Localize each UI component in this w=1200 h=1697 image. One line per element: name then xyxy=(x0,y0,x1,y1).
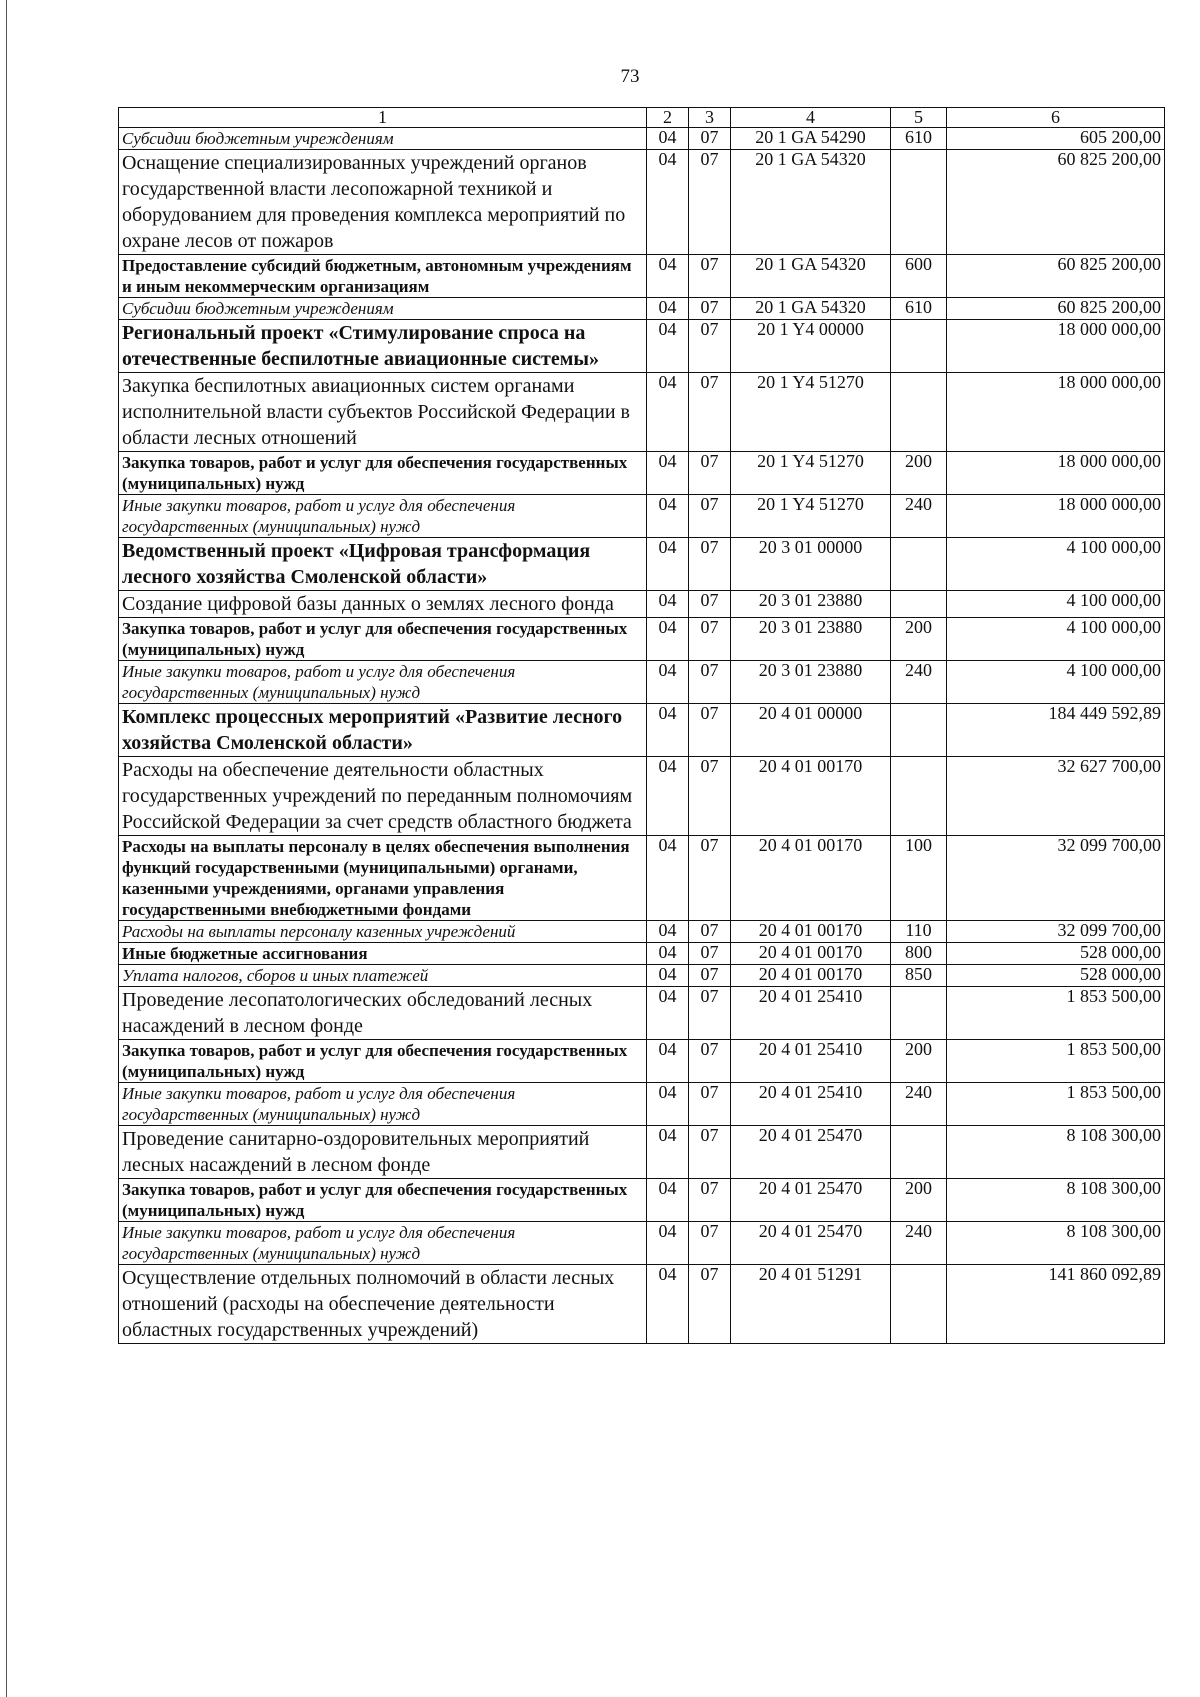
section-code-cell: 04 xyxy=(647,987,689,1040)
expense-name-cell: Создание цифровой базы данных о землях лесного фонда xyxy=(119,591,647,618)
section-code-cell: 04 xyxy=(647,965,689,987)
expense-type-cell: 240 xyxy=(891,495,947,538)
subsection-code-cell: 07 xyxy=(689,943,731,965)
section-code-cell: 04 xyxy=(647,298,689,320)
amount-cell: 18 000 000,00 xyxy=(947,373,1165,452)
expense-type-cell: 200 xyxy=(891,1179,947,1222)
section-code-cell: 04 xyxy=(647,452,689,495)
section-code-cell: 04 xyxy=(647,757,689,836)
table-header-row xyxy=(119,108,1165,128)
expense-name-cell: Иные закупки товаров, работ и услуг для обеспечения государственных (муниципальных) нужд xyxy=(119,495,647,538)
subsection-code-cell: 07 xyxy=(689,298,731,320)
subsection-code-cell: 07 xyxy=(689,757,731,836)
subsection-code-cell: 07 xyxy=(689,1265,731,1344)
target-article-cell: 20 4 01 00170 xyxy=(731,757,891,836)
table-row xyxy=(119,298,1165,320)
expense-name-cell: Расходы на обеспечение деятельности областных государственных учреждений по переданным полномочиям Российской Федерации за счет средств областного бюджета xyxy=(119,757,647,836)
expense-type-cell: 850 xyxy=(891,965,947,987)
table-row xyxy=(119,373,1165,452)
expense-type-cell xyxy=(891,1265,947,1344)
table-row xyxy=(119,150,1165,255)
table-row xyxy=(119,495,1165,538)
scan-edge-line xyxy=(6,0,7,1697)
section-code-cell: 04 xyxy=(647,1040,689,1083)
target-article-cell: 20 3 01 23880 xyxy=(731,618,891,661)
subsection-code-cell: 07 xyxy=(689,836,731,921)
section-code-cell: 04 xyxy=(647,704,689,757)
amount-cell: 60 825 200,00 xyxy=(947,150,1165,255)
table-row xyxy=(119,836,1165,921)
table-row xyxy=(119,943,1165,965)
target-article-cell: 20 4 01 25410 xyxy=(731,1083,891,1126)
expense-type-cell xyxy=(891,757,947,836)
expense-type-cell xyxy=(891,150,947,255)
target-article-cell: 20 4 01 25410 xyxy=(731,1040,891,1083)
amount-cell: 528 000,00 xyxy=(947,965,1165,987)
section-code-cell: 04 xyxy=(647,1179,689,1222)
amount-cell: 528 000,00 xyxy=(947,943,1165,965)
expense-name-cell: Проведение санитарно-оздоровительных мероприятий лесных насаждений в лесном фонде xyxy=(119,1126,647,1179)
expense-name-cell: Предоставление субсидий бюджетным, автономным учреждениям и иным некоммерческим организациям xyxy=(119,255,647,298)
expense-type-cell xyxy=(891,1126,947,1179)
table-row xyxy=(119,452,1165,495)
amount-cell: 32 627 700,00 xyxy=(947,757,1165,836)
subsection-code-cell: 07 xyxy=(689,255,731,298)
amount-cell: 4 100 000,00 xyxy=(947,661,1165,704)
target-article-cell: 20 1 Y4 00000 xyxy=(731,320,891,373)
table-row xyxy=(119,757,1165,836)
section-code-cell: 04 xyxy=(647,943,689,965)
amount-cell: 4 100 000,00 xyxy=(947,618,1165,661)
target-article-cell: 20 4 01 25470 xyxy=(731,1222,891,1265)
amount-cell: 1 853 500,00 xyxy=(947,1040,1165,1083)
header-cell-2: 2 xyxy=(647,108,689,128)
expense-name-cell: Расходы на выплаты персоналу в целях обеспечения выполнения функций государственными (муниципальными) органами, казенными учреждениями, органами управления государственными внебюджетными фондами xyxy=(119,836,647,921)
table-row xyxy=(119,1083,1165,1126)
subsection-code-cell: 07 xyxy=(689,1040,731,1083)
subsection-code-cell: 07 xyxy=(689,128,731,150)
target-article-cell: 20 1 GA 54320 xyxy=(731,150,891,255)
expense-type-cell: 200 xyxy=(891,1040,947,1083)
expense-name-cell: Субсидии бюджетным учреждениям xyxy=(119,128,647,150)
expense-type-cell: 610 xyxy=(891,298,947,320)
target-article-cell: 20 1 Y4 51270 xyxy=(731,373,891,452)
table-row xyxy=(119,1265,1165,1344)
amount-cell: 605 200,00 xyxy=(947,128,1165,150)
expense-type-cell: 200 xyxy=(891,618,947,661)
target-article-cell: 20 4 01 00170 xyxy=(731,943,891,965)
amount-cell: 1 853 500,00 xyxy=(947,1083,1165,1126)
table-row xyxy=(119,538,1165,591)
expense-name-cell: Проведение лесопатологических обследований лесных насаждений в лесном фонде xyxy=(119,987,647,1040)
section-code-cell: 04 xyxy=(647,150,689,255)
expense-type-cell xyxy=(891,373,947,452)
page-number: 73 xyxy=(620,66,640,87)
expense-type-cell: 240 xyxy=(891,661,947,704)
expense-name-cell: Комплекс процессных мероприятий «Развитие лесного хозяйства Смоленской области» xyxy=(119,704,647,757)
expense-type-cell: 240 xyxy=(891,1083,947,1126)
expense-type-cell: 800 xyxy=(891,943,947,965)
expense-type-cell: 240 xyxy=(891,1222,947,1265)
table-row xyxy=(119,320,1165,373)
table-row xyxy=(119,661,1165,704)
header-cell-1: 1 xyxy=(119,108,647,128)
section-code-cell: 04 xyxy=(647,1265,689,1344)
header-cell-5: 5 xyxy=(891,108,947,128)
target-article-cell: 20 1 GA 54320 xyxy=(731,298,891,320)
expense-type-cell: 610 xyxy=(891,128,947,150)
amount-cell: 18 000 000,00 xyxy=(947,320,1165,373)
expense-type-cell: 600 xyxy=(891,255,947,298)
expense-name-cell: Региональный проект «Стимулирование спроса на отечественные беспилотные авиационные системы» xyxy=(119,320,647,373)
section-code-cell: 04 xyxy=(647,591,689,618)
expense-name-cell: Закупка товаров, работ и услуг для обеспечения государственных (муниципальных) нужд xyxy=(119,452,647,495)
section-code-cell: 04 xyxy=(647,373,689,452)
expense-name-cell: Закупка товаров, работ и услуг для обеспечения государственных (муниципальных) нужд xyxy=(119,1040,647,1083)
expense-name-cell: Расходы на выплаты персоналу казенных учреждений xyxy=(119,921,647,943)
target-article-cell: 20 3 01 23880 xyxy=(731,591,891,618)
target-article-cell: 20 4 01 00170 xyxy=(731,921,891,943)
subsection-code-cell: 07 xyxy=(689,373,731,452)
header-cell-3: 3 xyxy=(689,108,731,128)
target-article-cell: 20 4 01 00170 xyxy=(731,965,891,987)
target-article-cell: 20 4 01 25410 xyxy=(731,987,891,1040)
section-code-cell: 04 xyxy=(647,495,689,538)
table-row xyxy=(119,1222,1165,1265)
subsection-code-cell: 07 xyxy=(689,591,731,618)
subsection-code-cell: 07 xyxy=(689,495,731,538)
amount-cell: 8 108 300,00 xyxy=(947,1179,1165,1222)
amount-cell: 32 099 700,00 xyxy=(947,836,1165,921)
target-article-cell: 20 4 01 00170 xyxy=(731,836,891,921)
subsection-code-cell: 07 xyxy=(689,965,731,987)
table-row xyxy=(119,1126,1165,1179)
section-code-cell: 04 xyxy=(647,921,689,943)
subsection-code-cell: 07 xyxy=(689,1222,731,1265)
subsection-code-cell: 07 xyxy=(689,1179,731,1222)
amount-cell: 1 853 500,00 xyxy=(947,987,1165,1040)
expense-name-cell: Иные бюджетные ассигнования xyxy=(119,943,647,965)
amount-cell: 8 108 300,00 xyxy=(947,1222,1165,1265)
amount-cell: 18 000 000,00 xyxy=(947,495,1165,538)
section-code-cell: 04 xyxy=(647,836,689,921)
header-cell-6: 6 xyxy=(947,108,1165,128)
table-row xyxy=(119,1040,1165,1083)
amount-cell: 184 449 592,89 xyxy=(947,704,1165,757)
expense-name-cell: Иные закупки товаров, работ и услуг для обеспечения государственных (муниципальных) нужд xyxy=(119,1083,647,1126)
target-article-cell: 20 3 01 00000 xyxy=(731,538,891,591)
target-article-cell: 20 4 01 51291 xyxy=(731,1265,891,1344)
section-code-cell: 04 xyxy=(647,255,689,298)
section-code-cell: 04 xyxy=(647,1126,689,1179)
budget-table-body xyxy=(119,108,1165,1344)
subsection-code-cell: 07 xyxy=(689,921,731,943)
expense-type-cell xyxy=(891,704,947,757)
table-row xyxy=(119,591,1165,618)
subsection-code-cell: 07 xyxy=(689,150,731,255)
expense-type-cell xyxy=(891,538,947,591)
expense-name-cell: Ведомственный проект «Цифровая трансформация лесного хозяйства Смоленской области» xyxy=(119,538,647,591)
target-article-cell: 20 4 01 25470 xyxy=(731,1179,891,1222)
expense-name-cell: Иные закупки товаров, работ и услуг для обеспечения государственных (муниципальных) нужд xyxy=(119,1222,647,1265)
target-article-cell: 20 1 GA 54290 xyxy=(731,128,891,150)
section-code-cell: 04 xyxy=(647,320,689,373)
subsection-code-cell: 07 xyxy=(689,320,731,373)
table-row xyxy=(119,1179,1165,1222)
table-row xyxy=(119,965,1165,987)
section-code-cell: 04 xyxy=(647,128,689,150)
section-code-cell: 04 xyxy=(647,1083,689,1126)
table-row xyxy=(119,255,1165,298)
expense-type-cell xyxy=(891,987,947,1040)
expense-name-cell: Закупка беспилотных авиационных систем органами исполнительной власти субъектов Российской Федерации в области лесных отношений xyxy=(119,373,647,452)
table-row xyxy=(119,921,1165,943)
amount-cell: 141 860 092,89 xyxy=(947,1265,1165,1344)
amount-cell: 60 825 200,00 xyxy=(947,255,1165,298)
target-article-cell: 20 3 01 23880 xyxy=(731,661,891,704)
section-code-cell: 04 xyxy=(647,661,689,704)
expense-name-cell: Оснащение специализированных учреждений органов государственной власти лесопожарной техникой и оборудованием для проведения комплекса мероприятий по охране лесов от пожаров xyxy=(119,150,647,255)
expense-name-cell: Осуществление отдельных полномочий в области лесных отношений (расходы на обеспечение деятельности областных государственных учреждений) xyxy=(119,1265,647,1344)
section-code-cell: 04 xyxy=(647,1222,689,1265)
subsection-code-cell: 07 xyxy=(689,987,731,1040)
expense-type-cell xyxy=(891,591,947,618)
amount-cell: 60 825 200,00 xyxy=(947,298,1165,320)
subsection-code-cell: 07 xyxy=(689,704,731,757)
subsection-code-cell: 07 xyxy=(689,452,731,495)
header-cell-4: 4 xyxy=(731,108,891,128)
subsection-code-cell: 07 xyxy=(689,618,731,661)
expense-type-cell xyxy=(891,320,947,373)
expense-name-cell: Закупка товаров, работ и услуг для обеспечения государственных (муниципальных) нужд xyxy=(119,1179,647,1222)
expense-type-cell: 100 xyxy=(891,836,947,921)
expense-name-cell: Иные закупки товаров, работ и услуг для обеспечения государственных (муниципальных) нужд xyxy=(119,661,647,704)
table-row xyxy=(119,987,1165,1040)
target-article-cell: 20 4 01 00000 xyxy=(731,704,891,757)
target-article-cell: 20 1 Y4 51270 xyxy=(731,452,891,495)
section-code-cell: 04 xyxy=(647,618,689,661)
subsection-code-cell: 07 xyxy=(689,661,731,704)
section-code-cell: 04 xyxy=(647,538,689,591)
table-row xyxy=(119,704,1165,757)
target-article-cell: 20 1 Y4 51270 xyxy=(731,495,891,538)
budget-table xyxy=(118,107,1165,1344)
amount-cell: 32 099 700,00 xyxy=(947,921,1165,943)
amount-cell: 18 000 000,00 xyxy=(947,452,1165,495)
amount-cell: 4 100 000,00 xyxy=(947,591,1165,618)
expense-name-cell: Уплата налогов, сборов и иных платежей xyxy=(119,965,647,987)
expense-type-cell: 110 xyxy=(891,921,947,943)
amount-cell: 8 108 300,00 xyxy=(947,1126,1165,1179)
table-row xyxy=(119,128,1165,150)
expense-name-cell: Закупка товаров, работ и услуг для обеспечения государственных (муниципальных) нужд xyxy=(119,618,647,661)
target-article-cell: 20 1 GA 54320 xyxy=(731,255,891,298)
subsection-code-cell: 07 xyxy=(689,538,731,591)
subsection-code-cell: 07 xyxy=(689,1083,731,1126)
target-article-cell: 20 4 01 25470 xyxy=(731,1126,891,1179)
expense-type-cell: 200 xyxy=(891,452,947,495)
subsection-code-cell: 07 xyxy=(689,1126,731,1179)
expense-name-cell: Субсидии бюджетным учреждениям xyxy=(119,298,647,320)
table-row xyxy=(119,618,1165,661)
amount-cell: 4 100 000,00 xyxy=(947,538,1165,591)
